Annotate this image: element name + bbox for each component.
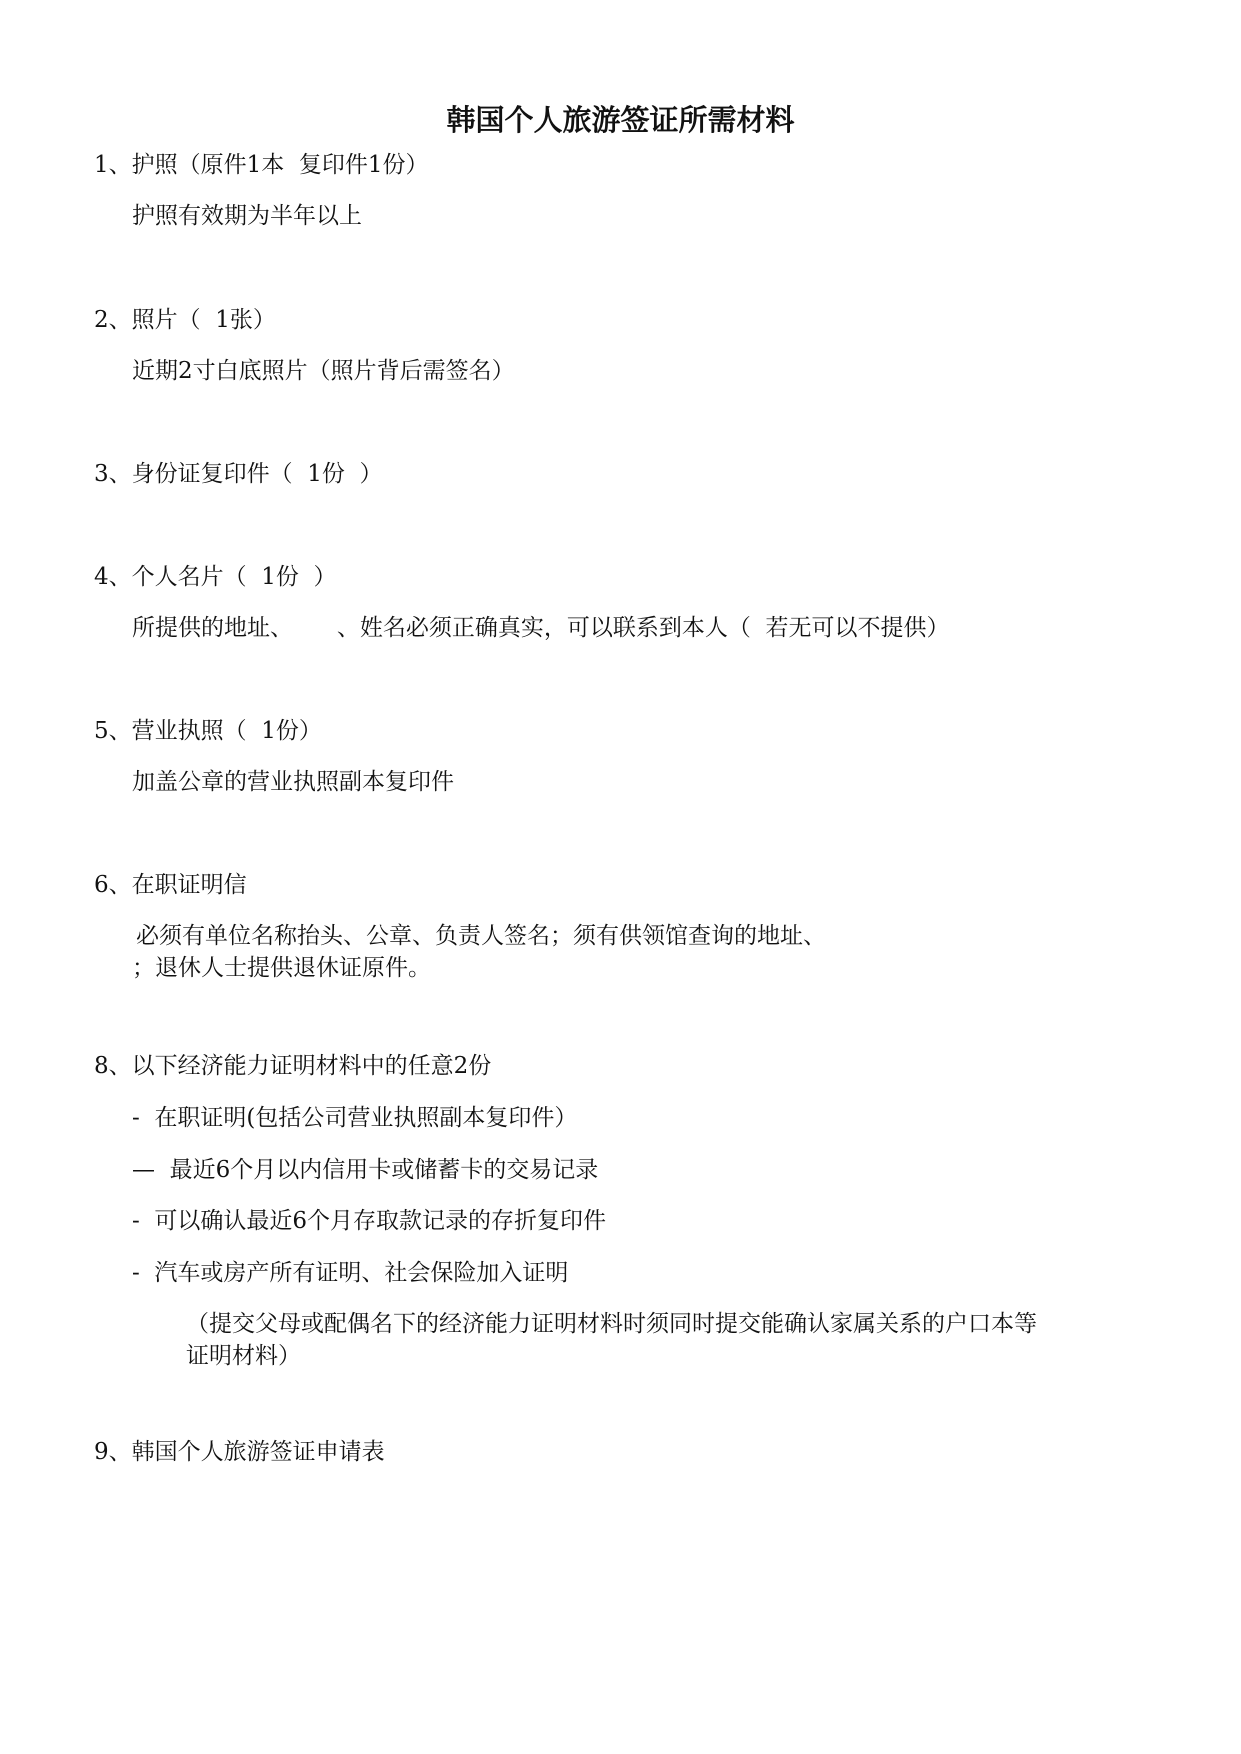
item-6-description-line-2: ；退休人士提供退休证原件。 [132,955,431,981]
item-5-heading: 5、营业执照（ 1份） [94,718,322,744]
item-5-description: 加盖公章的营业执照副本复印件 [132,769,454,795]
item-1-description: 护照有效期为半年以上 [132,203,362,229]
item-4-description: 所提供的地址、 、姓名必须正确真实，可以联系到本人（ 若无可以不提供） [132,615,950,641]
item-8-note-line-2: 证明材料） [186,1343,301,1369]
item-9-heading: 9、韩国个人旅游签证申请表 [94,1439,385,1465]
item-1-heading: 1、护照（原件1本 复印件1份） [94,152,429,178]
item-2-description: 近期2寸白底照片（照片背后需签名） [132,358,515,384]
item-6-heading: 6、在职证明信 [94,872,247,898]
item-4-heading: 4、个人名片（ 1份 ） [94,564,337,590]
item-8-bullet-1: - 在职证明(包括公司营业执照副本复印件） [132,1105,578,1131]
item-3-heading: 3、身份证复印件（ 1份 ） [94,461,383,487]
page-title: 韩国个人旅游签证所需材料 [446,103,795,137]
item-6-description-line-1: 必须有单位名称抬头、公章、负责人签名；须有供领馆查询的地址、 [136,923,826,949]
item-8-bullet-3: - 可以确认最近6个月存取款记录的存折复印件 [132,1208,607,1234]
item-8-note-line-1: （提交父母或配偶名下的经济能力证明材料时须同时提交能确认家属关系的户口本等 [186,1311,1037,1337]
item-8-heading: 8、以下经济能力证明材料中的任意2份 [94,1053,492,1079]
item-2-heading: 2、照片（ 1张） [94,307,276,333]
item-8-bullet-4: - 汽车或房产所有证明、社会保险加入证明 [132,1260,569,1286]
item-8-bullet-2: — 最近6个月以内信用卡或储蓄卡的交易记录 [132,1157,599,1183]
